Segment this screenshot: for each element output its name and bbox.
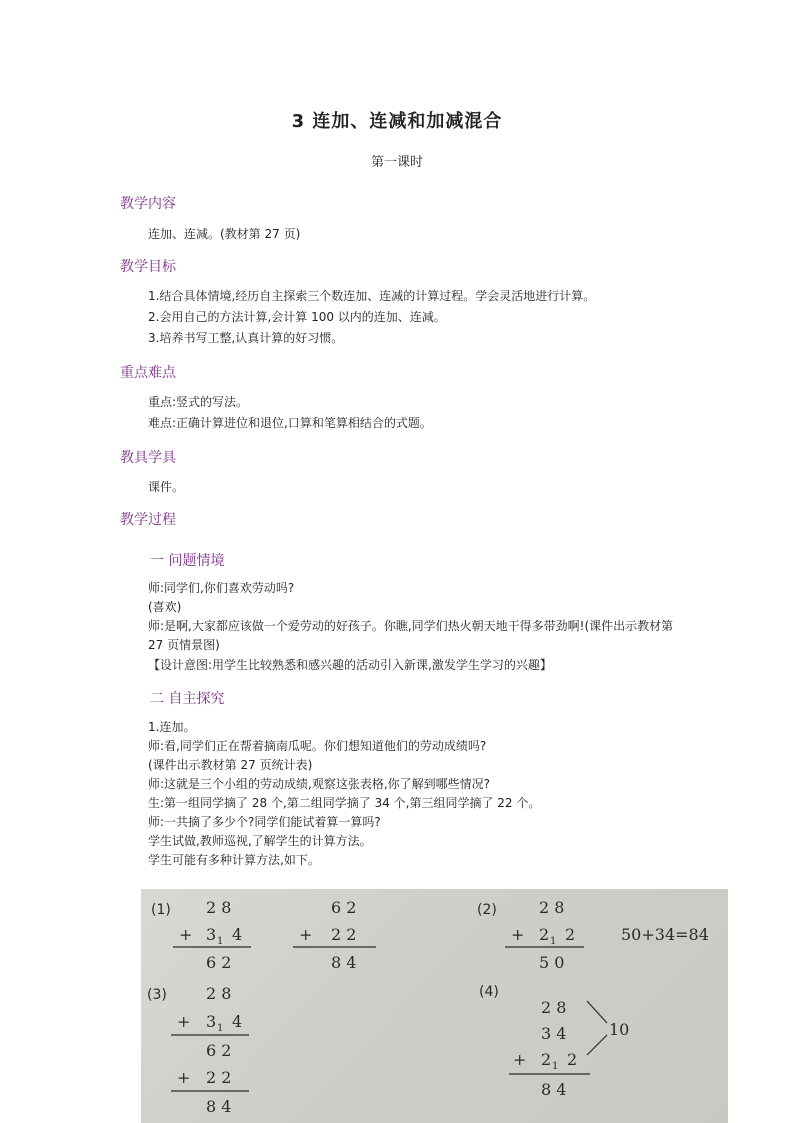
m4-ten: 10 (609, 1020, 630, 1039)
m1b-addend-a: 6 2 (331, 898, 357, 917)
m1b-result: 8 4 (331, 953, 357, 972)
heading-materials: 教具学具 (120, 450, 176, 466)
m2-equation: 50+34=84 (621, 925, 709, 944)
m4-bracket-top (587, 1001, 607, 1023)
dialogue-line: 师:一共摘了多少个?同学们能试着算一算吗? (148, 815, 381, 829)
m1-addend-a: 2 8 (206, 898, 232, 917)
dialogue-line: 学生试做,教师巡视,了解学生的计算方法。 (148, 834, 372, 848)
goal-item: 3.培养书写工整,认真计算的好习惯。 (148, 331, 344, 345)
heading-process: 教学过程 (120, 512, 176, 528)
m2-carry: 1 (550, 936, 557, 947)
m1b-plus: + (299, 925, 313, 944)
m3-addend-b-tens: 3 (206, 1012, 217, 1031)
label-1: (1) (151, 902, 171, 918)
m1-result: 6 2 (206, 953, 232, 972)
m4-bracket-bottom (587, 1035, 607, 1055)
m2-addend-b-ones: 2 (565, 925, 576, 944)
m1-addend-b-tens: 3 (206, 925, 217, 944)
heading-goals: 教学目标 (120, 259, 176, 275)
m4-addend-b: 3 4 (541, 1024, 567, 1043)
m3-result-2: 8 4 (206, 1097, 232, 1116)
label-3: (3) (147, 987, 167, 1003)
dialogue-line: (喜欢) (148, 600, 182, 614)
m1b-addend-b: 2 2 (331, 925, 357, 944)
m4-addend-c-ones: 2 (567, 1050, 578, 1069)
label-4: (4) (479, 984, 499, 1000)
design-intent: 【设计意图:用学生比较熟悉和感兴趣的活动引入新课,激发学生学习的兴趣】 (148, 658, 552, 672)
m4-addend-c-tens: 2 (541, 1050, 552, 1069)
m3-plus: + (177, 1012, 191, 1031)
dialogue-line: 师:同学们,你们喜欢劳动吗? (148, 581, 295, 595)
m3-carry: 1 (217, 1023, 224, 1034)
goal-item: 2.会用自己的方法计算,会计算 100 以内的连加、连减。 (148, 310, 446, 324)
m4-carry: 1 (552, 1061, 559, 1072)
goal-item: 1.结合具体情境,经历自主探索三个数连加、连减的计算过程。学会灵活地进行计算。 (148, 289, 596, 303)
dialogue-line: (课件出示教材第 27 页统计表) (148, 758, 313, 772)
calculation-figure (141, 889, 728, 1123)
dialogue-line: 1.连加。 (148, 720, 196, 734)
m2-result: 5 0 (539, 953, 565, 972)
m2-addend-a: 2 8 (539, 898, 565, 917)
m4-result: 8 4 (541, 1080, 567, 1099)
dialogue-line: 师:看,同学们正在帮着摘南瓜呢。你们想知道他们的劳动成绩吗? (148, 739, 487, 753)
m3-addend-c: 2 2 (206, 1068, 232, 1087)
textbook-calculation-photo (141, 889, 728, 1123)
part2-heading: 二 自主探究 (150, 691, 225, 707)
difficulty-point: 难点:正确计算进位和退位,口算和笔算相结合的式题。 (148, 416, 432, 430)
m3-addend-a: 2 8 (206, 984, 232, 1003)
m3-plus-2: + (177, 1068, 191, 1087)
m3-result: 6 2 (206, 1041, 232, 1060)
lesson-subtitle: 第一课时 (370, 155, 423, 170)
m2-plus: + (511, 925, 525, 944)
dialogue-line: 师:这就是三个小组的劳动成绩,观察这张表格,你了解到哪些情况? (148, 777, 491, 791)
m1-plus: + (179, 925, 193, 944)
m3-addend-b-ones: 4 (232, 1012, 243, 1031)
dialogue-line: 学生可能有多种计算方法,如下。 (148, 853, 320, 867)
lesson-title: 3 连加、连减和加减混合 (291, 111, 503, 132)
dialogue-line: 师:是啊,大家都应该做一个爱劳动的好孩子。你瞧,同学们热火朝天地干得多带劲啊!(课件出示教材第 27 页情景图) (148, 619, 674, 652)
heading-content: 教学内容 (120, 196, 176, 212)
m1-addend-b-ones: 4 (232, 925, 243, 944)
key-point: 重点:竖式的写法。 (148, 395, 249, 409)
m4-plus: + (513, 1050, 527, 1069)
materials-text: 课件。 (148, 480, 185, 494)
part1-heading: 一 问题情境 (150, 553, 225, 569)
heading-key-points: 重点难点 (120, 365, 176, 381)
dialogue-line: 生:第一组同学摘了 28 个,第二组同学摘了 34 个,第三组同学摘了 22 个。 (148, 796, 541, 810)
m4-addend-a: 2 8 (541, 998, 567, 1017)
content-text: 连加、连减。(教材第 27 页) (148, 227, 301, 241)
m1-carry: 1 (217, 936, 224, 947)
m2-addend-b-tens: 2 (539, 925, 550, 944)
label-2: (2) (477, 902, 497, 918)
